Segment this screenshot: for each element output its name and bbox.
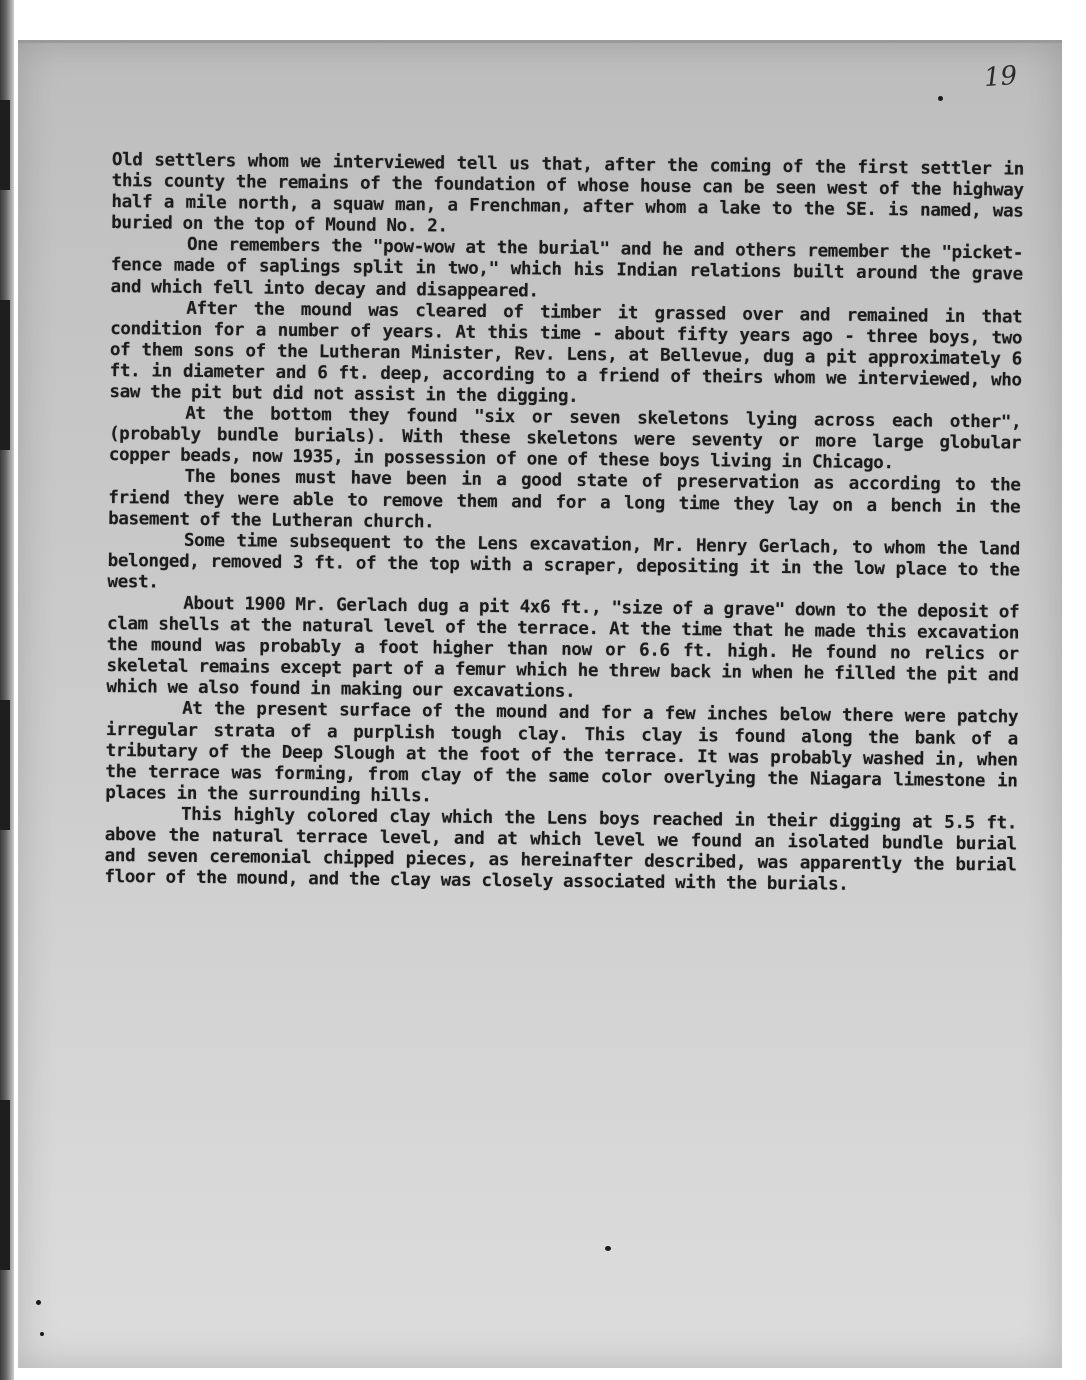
paragraph: Old settlers whom we interviewed tell us that, after the coming of the first settler in this county the remains of the foundation of whose house can be seen west of the highway half a mile north, a squaw man, a Frenchman, after whom a lake to the SE. is named, was buried on the top of Mound No. 2.: [111, 150, 1024, 237]
scan-speck: [605, 1246, 611, 1251]
binding-mark: [0, 300, 10, 450]
binding-mark: [0, 700, 10, 830]
binding-mark: [0, 1100, 10, 1270]
paragraph: This highly colored clay which the Lens boys reached in their digging at 5.5 ft. above the natural terrace level, and at which level we found an isolated bundle burial and seven ceremonial chipped pieces, as hereinafter described, was apparently the burial floor of the mound, and the clay was closely associated with the burials.: [104, 804, 1018, 895]
typed-body-text: [104, 150, 1024, 898]
paragraph: The bones must have been in a good state of preservation as according to the friend they were able to remove them and for a long time they lay on a bench in the basement of the Lutheran church.: [108, 467, 1021, 532]
page-number: 19: [982, 60, 1019, 94]
scan-speck: [938, 96, 943, 101]
page-top-edge: [18, 40, 1062, 43]
paragraph: At the present surface of the mound and for a few inches below there were patchy irregular strata of a purplish tough clay. This clay is found along the bank of a tributary of the Deep Slough at the foot of the terrace. It was probably washed in, when the terrace was forming, from clay of the same color overlying the Niagara limestone in places in the surrounding hills.: [105, 699, 1019, 807]
paragraph: At the bottom they found "six or seven skeletons lying across each other", (probably bundle burials). With these skeletons were seventy or more large globular copper beads, now 1935, in possession of one of these boys living in Chicago.: [108, 403, 1022, 474]
scan-speck: [36, 1300, 41, 1305]
scan-speck: [40, 1332, 44, 1336]
paragraph: Some time subsequent to the Lens excavation, Mr. Henry Gerlach, to whom the land belonged, removed 3 ft. of the top with a scraper, depositing it in the low place to the west.: [107, 530, 1020, 593]
paragraph: After the mound was cleared of timber it grassed over and remained in that condition for a number of years. At this time - about fifty years ago - three boys, two of them sons of the Lutheran Minister, Rev. Lens, at Bellevue, dug a pit approximately 6 ft. in diameter and 6 ft. deep, according to a friend of theirs whom we interviewed, who saw the pit but did not assist in the digging.: [109, 298, 1023, 407]
paragraph: About 1900 Mr. Gerlach dug a pit 4x6 ft., "size of a grave" down to the deposit of clam shells at the natural level of the terrace. At the time that he made this excavation the mound was probably a foot higher than now or 6.6 ft. high. He found no relics or skeletal remains except part of a femur which he threw back in when he filled the pit and which we also found in making our excavations.: [106, 593, 1020, 703]
paragraph: One remembers the "pow-wow at the burial" and he and others remember the "picket-fence made of saplings split in two," which his Indian relations built around the grave and which fell into decay and disappeared.: [110, 235, 1024, 302]
binding-mark: [0, 100, 10, 190]
